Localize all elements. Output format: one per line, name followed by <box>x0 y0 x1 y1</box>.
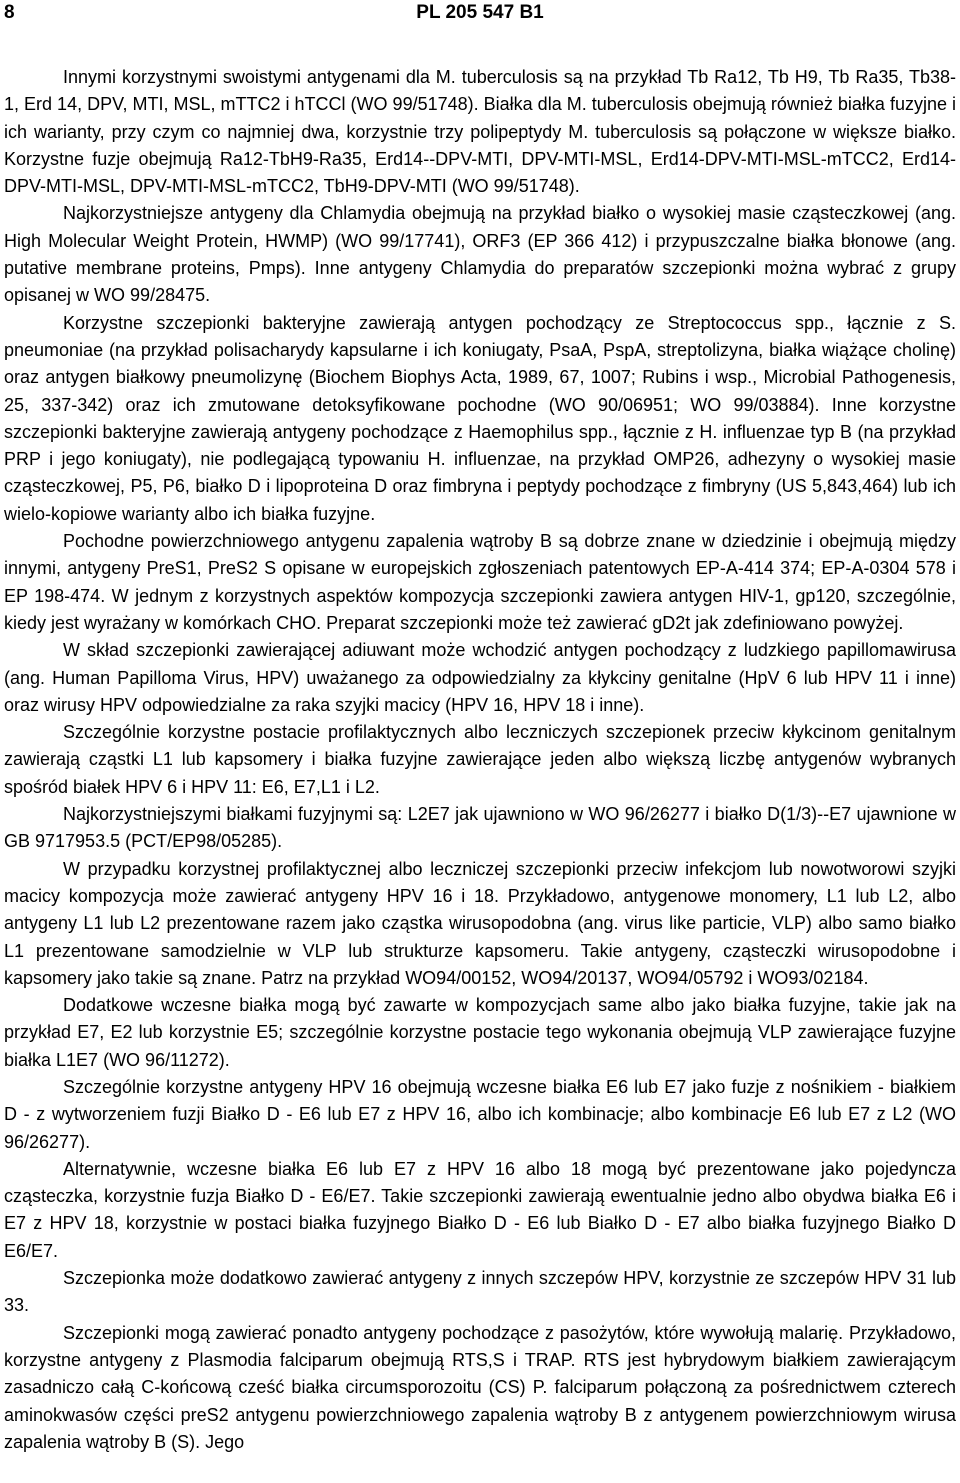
paragraph: Najkorzystniejszymi białkami fuzyjnymi są: L2E7 jak ujawniono w WO 96/26277 i białko D(1/3)--E7 ujawnione w GB 9717953.5 (PCT/EP98/05285). <box>4 804 956 852</box>
page-number: 8 <box>4 2 15 23</box>
paragraph: Innymi korzystnymi swoistymi antygenami dla M. tuberculosis są na przykład Tb Ra12, Tb H9, Tb Ra35, Tb38-1, Erd 14, DPV, MTI, MSL, mTTC2 i hTCCl (WO 99/51748). Białka dla M. tuberculosis obejmują również białka fuzyjne i ich warianty, przy czym co najmniej dwa, korzystnie trzy polipeptydy M. tuberculosis są połączone w większe białko. Korzystne fuzje obejmują Ra12-TbH9-Ra35, Erd14--DPV-MTI, DPV-MTI-MSL, Erd14-DPV-MTI-MSL-mTCC2, Erd14-DPV-MTI-MSL, DPV-MTI-MSL-mTCC2, TbH9-DPV-MTI (WO 99/51748). <box>4 67 956 197</box>
paragraph: Najkorzystniejsze antygeny dla Chlamydia obejmują na przykład białko o wysokiej masie cząsteczkowej (ang. High Molecular Weight Protein, HWMP) (WO 99/17741), ORF3 (EP 366 412) i przypuszczalne białka błonowe (ang. putative membrane proteins, Pmps). Inne antygeny Chlamydia do preparatów szczepionki można wybrać z grupy opisanej w WO 99/28475. <box>4 203 956 306</box>
paragraph: Szczepionki mogą zawierać ponadto antygeny pochodzące z pasożytów, które wywołują malarię. Przykładowo, korzystne antygeny z Plasmodia falciparum obejmują RTS,S i TRAP. RTS jest hybrydowym białkiem zawierającym zasadniczo całą C-końcową cześć białka circumsporozoitu (CS) P. falciparum połączoną za pośrednictwem czterech aminokwasów części preS2 antygenu powierzchniowego zapalenia wątroby B z antygenem powierzchniowym wirusa zapalenia wątroby B (S). Jego <box>4 1322 956 1452</box>
paragraph: Szczepionka może dodatkowo zawierać antygeny z innych szczepów HPV, korzystnie ze szczepów HPV 31 lub 33. <box>4 1268 956 1316</box>
page-header <box>0 0 960 40</box>
paragraph: Pochodne powierzchniowego antygenu zapalenia wątroby B są dobrze znane w dziedzinie i obejmują między innymi, antygeny PreS1, PreS2 S opisane w europejskich zgłoszeniach patentowych EP-A-414 374; EP-A-0304 578 i EP 198-474. W jednym z korzystnych aspektów kompozycja szczepionki zawiera antygen HIV-1, gp120, szczególnie, kiedy jest wyrażany w komórkach CHO. Preparat szczepionki może też zawierać gD2t jak zdefiniowano powyżej. <box>4 531 956 633</box>
paragraph: W przypadku korzystnej profilaktycznej albo leczniczej szczepionki przeciw infekcjom lub nowotworowi szyjki macicy kompozycja może zawierać antygeny HPV 16 i 18. Przykładowo, antygenowe monomery, L1 lub L2, albo antygeny L1 lub L2 prezentowane razem jako cząstka wirusopodobna (ang. virus like particie, VLP) albo samo białko L1 prezentowane samodzielnie w VLP lub strukturze kapsomeru. Takie antygeny, cząsteczki wirusopodobne i kapsomery jako takie są znane. Patrz na przykład WO94/00152, WO94/20137, WO94/05792 i WO93/02184. <box>4 858 956 988</box>
paragraph: Alternatywnie, wczesne białka E6 lub E7 z HPV 16 albo 18 mogą być prezentowane jako pojedyncza cząsteczka, korzystnie fuzja Białko D - E6/E7. Takie szczepionki zawierają ewentualnie jedno albo obydwa białka E6 i E7 z HPV 18, korzystnie w postaci białka fuzyjnego Białko D - E6 lub Białko D - E7 albo białka fuzyjnego Białko D E6/E7. <box>4 1158 956 1261</box>
paragraph: Szczególnie korzystne postacie profilaktycznych albo leczniczych szczepionek przeciw kłykcinom genitalnym zawierają cząstki L1 lub kapsomery i białka fuzyjne zawierające jeden albo większą liczbę antygenów wybranych spośród białek HPV 6 i HPV 11: E6, E7,L1 i L2. <box>4 722 956 797</box>
document-body <box>4 64 956 1456</box>
paragraph: W skład szczepionki zawierającej adiuwant może wchodzić antygen pochodzący z ludzkiego papillomawirusa (ang. Human Papilloma Virus, HPV) uważanego za odpowiedzialny za kłykciny genitalne (HpV 6 lub HPV 11 i inne) oraz wirusy HPV odpowiedzialne za raka szyjki macicy (HPV 16, HPV 18 i inne). <box>4 640 956 715</box>
paragraph: Szczególnie korzystne antygeny HPV 16 obejmują wczesne białka E6 lub E7 jako fuzje z nośnikiem - białkiem D - z wytworzeniem fuzji Białko D - E6 lub E7 z HPV 16, albo ich kombinacje; albo kombinacje E6 lub E7 z L2 (WO 96/26277). <box>4 1076 956 1152</box>
document-id: PL 205 547 B1 <box>416 2 544 23</box>
paragraph: Korzystne szczepionki bakteryjne zawierają antygen pochodzący ze Streptococcus spp., łącznie z S. pneumoniae (na przykład polisacharydy kapsularne i ich koniugaty, PsaA, PspA, streptolizyna, białka wiążące cholinę) oraz antygen białkowy pneumolizynę (Biochem Biophys Acta, 1989, 67, 1007; Rubins i wsp., Microbial Pathogenesis, 25, 337-342) oraz ich zmutowane detoksyfikowane pochodne (WO 90/06951; WO 99/03884). Inne korzystne szczepionki bakteryjne zawierają antygeny pochodzące z Haemophilus spp., łącznie z H. influenzae typ B (na przykład PRP i jego koniugaty), nie podlegającą typowaniu H. influenzae, na przykład OMP26, adhezyny o wysokiej masie cząsteczkowej, P5, P6, białko D i lipoproteina D oraz fimbryna i peptydy pochodzące z fimbryny (US 5,843,464) lub ich wielo-kopiowe warianty albo ich białka fuzyjne. <box>4 312 956 524</box>
paragraph: Dodatkowe wczesne białka mogą być zawarte w kompozycjach same albo jako białka fuzyjne, takie jak na przykład E7, E2 lub korzystnie E5; szczególnie korzystne postacie tego wykonania obejmują VLP zawierające fuzyjne białka L1E7 (WO 96/11272). <box>4 995 956 1070</box>
